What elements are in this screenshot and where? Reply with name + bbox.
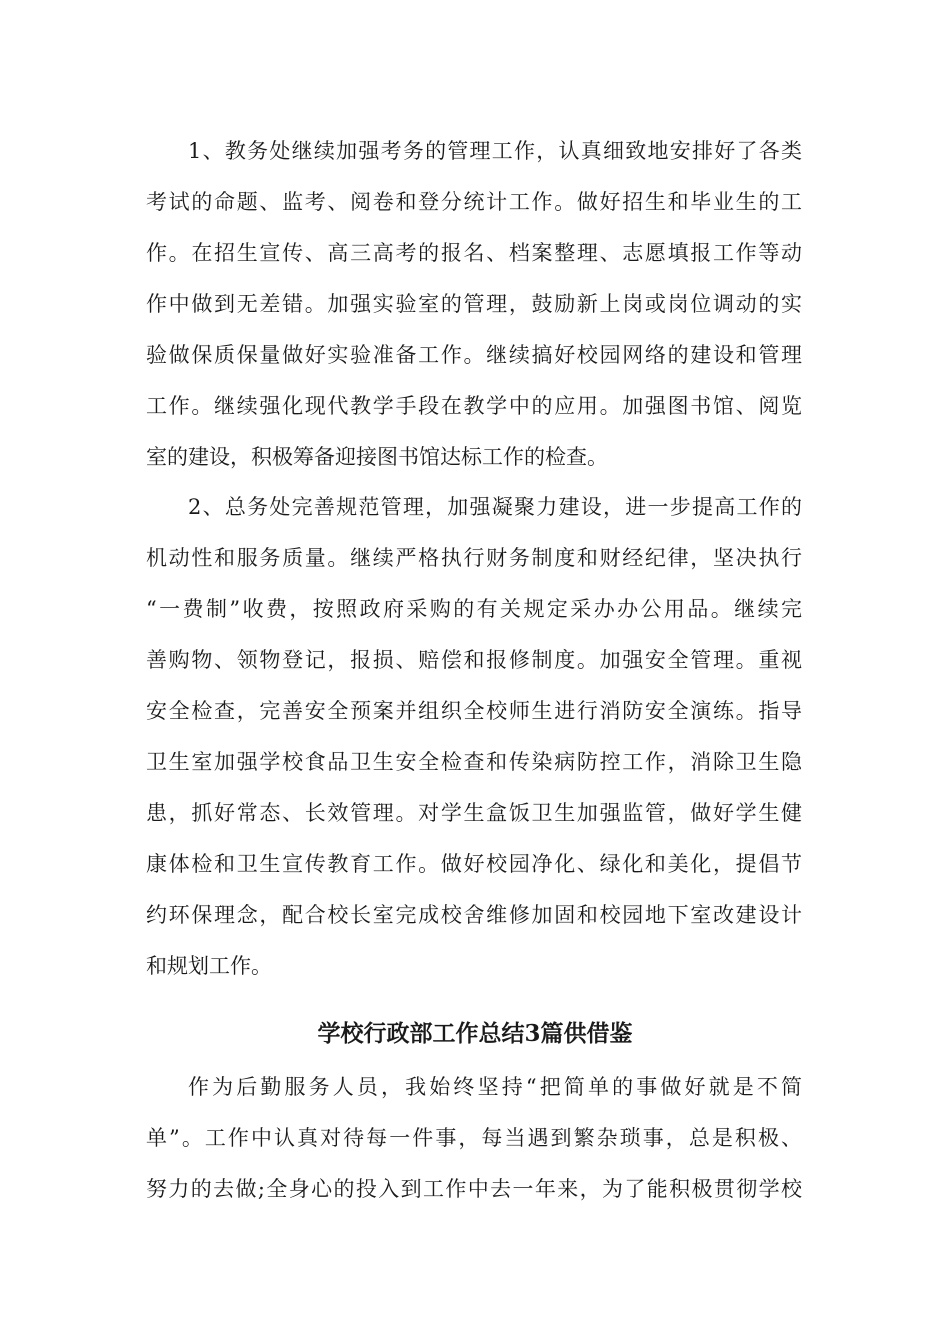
paragraph-line: “一费制”收费，按照政府采购的有关规定采办办公用品。继续完 — [146, 597, 802, 621]
paragraph-line: 患，抓好常态、长效管理。对学生盒饭卫生加强监管，做好学生健 — [146, 801, 802, 825]
paragraph-line: 卫生室加强学校食品卫生安全检查和传染病防控工作，消除卫生隐 — [146, 750, 802, 774]
paragraph-line: 机动性和服务质量。继续严格执行财务制度和财经纪律，坚决执行 — [146, 546, 802, 570]
paragraph-line: 单”。工作中认真对待每一件事，每当遇到繁杂琐事，总是积极、 — [146, 1126, 802, 1150]
paragraph-line: 善购物、领物登记，报损、赔偿和报修制度。加强安全管理。重视 — [146, 648, 802, 672]
paragraph-line: 2、总务处完善规范管理，加强凝聚力建设，进一步提高工作的 — [188, 495, 802, 519]
paragraph-line: 努力的去做;全身心的投入到工作中去一年来，为了能积极贯彻学校 — [146, 1177, 802, 1201]
paragraph-line: 作。在招生宣传、高三高考的报名、档案整理、志愿填报工作等动 — [146, 241, 802, 265]
paragraph-line: 康体检和卫生宣传教育工作。做好校园净化、绿化和美化，提倡节 — [146, 852, 802, 876]
paragraph-line: 安全检查，完善安全预案并组织全校师生进行消防安全演练。指导 — [146, 699, 802, 723]
paragraph-line: 室的建设，积极筹备迎接图书馆达标工作的检查。 — [146, 445, 608, 469]
paragraph-general-affairs — [146, 482, 802, 992]
paragraph-academic-affairs — [146, 126, 802, 483]
paragraph-line: 1、教务处继续加强考务的管理工作，认真细致地安排好了各类 — [188, 139, 802, 163]
paragraph-line: 验做保质保量做好实验准备工作。继续搞好校园网络的建设和管理 — [146, 343, 802, 367]
section-heading: 学校行政部工作总结3篇供借鉴 — [317, 1020, 633, 1047]
paragraph-line: 约环保理念，配合校长室完成校舍维修加固和校园地下室改建设计 — [146, 903, 802, 927]
paragraph-line: 作为后勤服务人员，我始终坚持“把简单的事做好就是不简 — [188, 1075, 802, 1099]
paragraph-logistics-intro — [146, 1062, 802, 1215]
paragraph-line: 工作。继续强化现代教学手段在教学中的应用。加强图书馆、阅览 — [146, 394, 802, 418]
paragraph-line: 和规划工作。 — [146, 954, 272, 978]
paragraph-line: 作中做到无差错。加强实验室的管理，鼓励新上岗或岗位调动的实 — [146, 292, 802, 316]
paragraph-line: 考试的命题、监考、阅卷和登分统计工作。做好招生和毕业生的工 — [146, 190, 802, 214]
